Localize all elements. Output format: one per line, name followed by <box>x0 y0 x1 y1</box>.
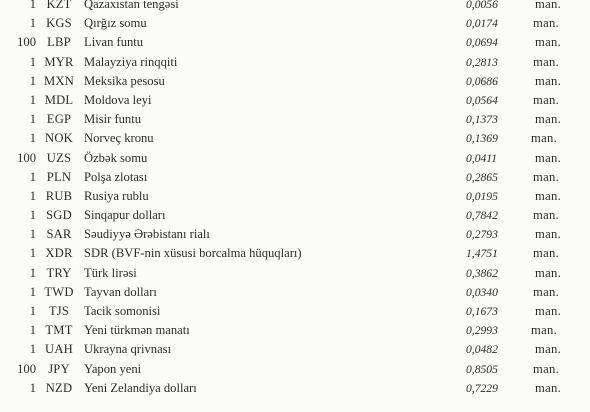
currency-code: UAH <box>45 342 73 357</box>
currency-code: MDL <box>44 92 74 107</box>
currency-code: NZD <box>45 380 73 395</box>
currency-code: PLN <box>46 169 72 184</box>
currency-code: LBP <box>47 35 71 50</box>
units-value: 100 <box>17 150 36 165</box>
rate-value: 0,1673 <box>466 305 498 318</box>
currency-code: MYR <box>44 54 74 69</box>
units-value: 100 <box>17 361 36 376</box>
rate-row <box>0 225 590 244</box>
currency-name: Tayvan dolları <box>84 284 157 299</box>
rate-value: 0,0195 <box>466 189 498 203</box>
rate-row <box>0 264 590 283</box>
unit-label: man. <box>535 227 562 242</box>
currency-code: MXN <box>44 73 74 88</box>
units-value: 1 <box>29 208 36 223</box>
rate-row <box>0 340 590 359</box>
units-value: 100 <box>17 35 36 50</box>
unit-label: man. <box>535 265 562 280</box>
unit-label: man. <box>535 304 562 318</box>
rate-value: 0,2793 <box>466 228 498 242</box>
unit-label: man. <box>535 0 562 11</box>
currency-code: EGP <box>46 112 72 127</box>
currency-name: Yapon yeni <box>84 361 142 376</box>
rate-row <box>0 72 590 91</box>
rate-value: 0,7842 <box>466 209 498 223</box>
currency-code: XDR <box>45 246 73 261</box>
rate-value: 0,8505 <box>466 362 498 376</box>
currency-name: Sinqapur dolları <box>84 208 166 223</box>
currency-name: Qazaxıstan tengəsi <box>84 0 179 11</box>
rate-row <box>0 302 590 321</box>
currency-code: NOK <box>45 131 73 146</box>
currency-code: SGD <box>46 208 72 223</box>
rate-row <box>0 379 590 398</box>
rate-value: 0,0686 <box>466 74 498 88</box>
currency-name: Moldova leyi <box>84 92 152 107</box>
units-value: 1 <box>29 246 36 261</box>
currency-name: Tacik somonisi <box>84 304 161 318</box>
units-value: 1 <box>29 73 36 88</box>
currency-name: Meksika pesosu <box>84 73 165 88</box>
currency-code: SAR <box>46 227 72 242</box>
unit-label: man. <box>531 323 558 338</box>
rate-value: 0,7229 <box>466 381 498 395</box>
rate-row <box>0 206 590 225</box>
currency-code: KZT <box>46 0 72 11</box>
currency-code: RUB <box>45 188 73 203</box>
currency-code: TJS <box>48 304 70 318</box>
unit-label: man. <box>535 112 562 127</box>
rate-row <box>0 110 590 129</box>
currency-name: Ukrayna qrivnası <box>84 342 172 357</box>
rate-row <box>0 91 590 110</box>
unit-label: man. <box>533 54 560 69</box>
rate-row <box>0 149 590 168</box>
rate-row <box>0 360 590 379</box>
unit-label: man. <box>533 92 560 107</box>
currency-name: Rusiya rublu <box>84 188 149 203</box>
rate-row <box>0 321 590 340</box>
rate-row <box>0 187 590 206</box>
currency-name: Yeni türkmən manatı <box>84 323 190 338</box>
unit-label: man. <box>533 246 560 261</box>
currency-name: Yeni Zelandiya dolları <box>84 380 197 395</box>
unit-label: man. <box>535 342 562 357</box>
currency-code: UZS <box>46 150 72 165</box>
currency-code: TMT <box>45 323 73 338</box>
units-value: 1 <box>29 92 36 107</box>
currency-name: SDR (BVF-nin xüsusi borcalma hüquqları) <box>84 246 302 261</box>
rate-value: 0,1369 <box>466 132 498 146</box>
unit-label: man. <box>535 188 562 203</box>
unit-label: man. <box>533 169 560 184</box>
currency-code: JPY <box>48 361 70 376</box>
rate-value: 0,0482 <box>466 343 498 357</box>
units-value: 1 <box>29 0 36 11</box>
unit-label: man. <box>535 150 562 165</box>
rate-row <box>0 0 590 14</box>
currency-name: Qırğız somu <box>84 16 147 31</box>
units-value: 1 <box>29 380 36 395</box>
units-value: 1 <box>29 227 36 242</box>
currency-code: TWD <box>44 284 74 299</box>
rate-value: 0,0411 <box>466 151 498 165</box>
units-value: 1 <box>29 54 36 69</box>
currency-name: Misir funtu <box>84 112 142 127</box>
units-value: 1 <box>29 284 36 299</box>
units-value: 1 <box>29 131 36 146</box>
unit-label: man. <box>535 35 562 50</box>
currency-name: Özbək somu <box>84 150 148 165</box>
units-value: 1 <box>29 342 36 357</box>
rate-value: 0,1373 <box>466 113 498 127</box>
units-value: 1 <box>29 169 36 184</box>
rate-row <box>0 14 590 33</box>
rate-value: 0,3862 <box>466 266 498 280</box>
unit-label: man. <box>533 361 560 376</box>
currency-name: Səudiyyə Ərəbistanı rialı <box>84 227 210 242</box>
unit-label: man. <box>535 73 562 88</box>
rate-row <box>0 283 590 302</box>
currency-name: Malayziya rinqqiti <box>84 54 178 69</box>
rate-value: 0,0056 <box>466 0 498 11</box>
currency-name: Polşa zlotası <box>84 169 148 184</box>
currency-code: TRY <box>46 265 72 280</box>
units-value: 1 <box>29 265 36 280</box>
rate-value: 0,0564 <box>466 93 498 107</box>
rate-row <box>0 129 590 148</box>
unit-label: man. <box>531 131 558 146</box>
rate-value: 1,4751 <box>466 247 498 261</box>
rate-value: 0,0174 <box>466 17 498 31</box>
rate-row <box>0 168 590 187</box>
rate-value: 0,2813 <box>466 55 498 69</box>
rate-row <box>0 244 590 263</box>
units-value: 1 <box>29 16 36 31</box>
currency-name: Livan funtu <box>84 35 144 50</box>
units-value: 1 <box>29 304 36 318</box>
rate-row <box>0 53 590 72</box>
currency-code: KGS <box>46 16 72 31</box>
currency-name: Norveç kronu <box>84 131 154 146</box>
unit-label: man. <box>535 380 562 395</box>
units-value: 1 <box>29 323 36 338</box>
rate-value: 0,0694 <box>466 36 498 50</box>
rate-row <box>0 33 590 52</box>
rate-value: 0,2865 <box>466 170 498 184</box>
units-value: 1 <box>29 188 36 203</box>
rate-value: 0,2993 <box>466 324 498 338</box>
unit-label: man. <box>533 208 560 223</box>
units-value: 1 <box>29 112 36 127</box>
currency-name: Türk lirəsi <box>84 265 137 280</box>
unit-label: man. <box>533 284 560 299</box>
unit-label: man. <box>533 16 560 31</box>
rate-value: 0,0340 <box>466 285 498 299</box>
